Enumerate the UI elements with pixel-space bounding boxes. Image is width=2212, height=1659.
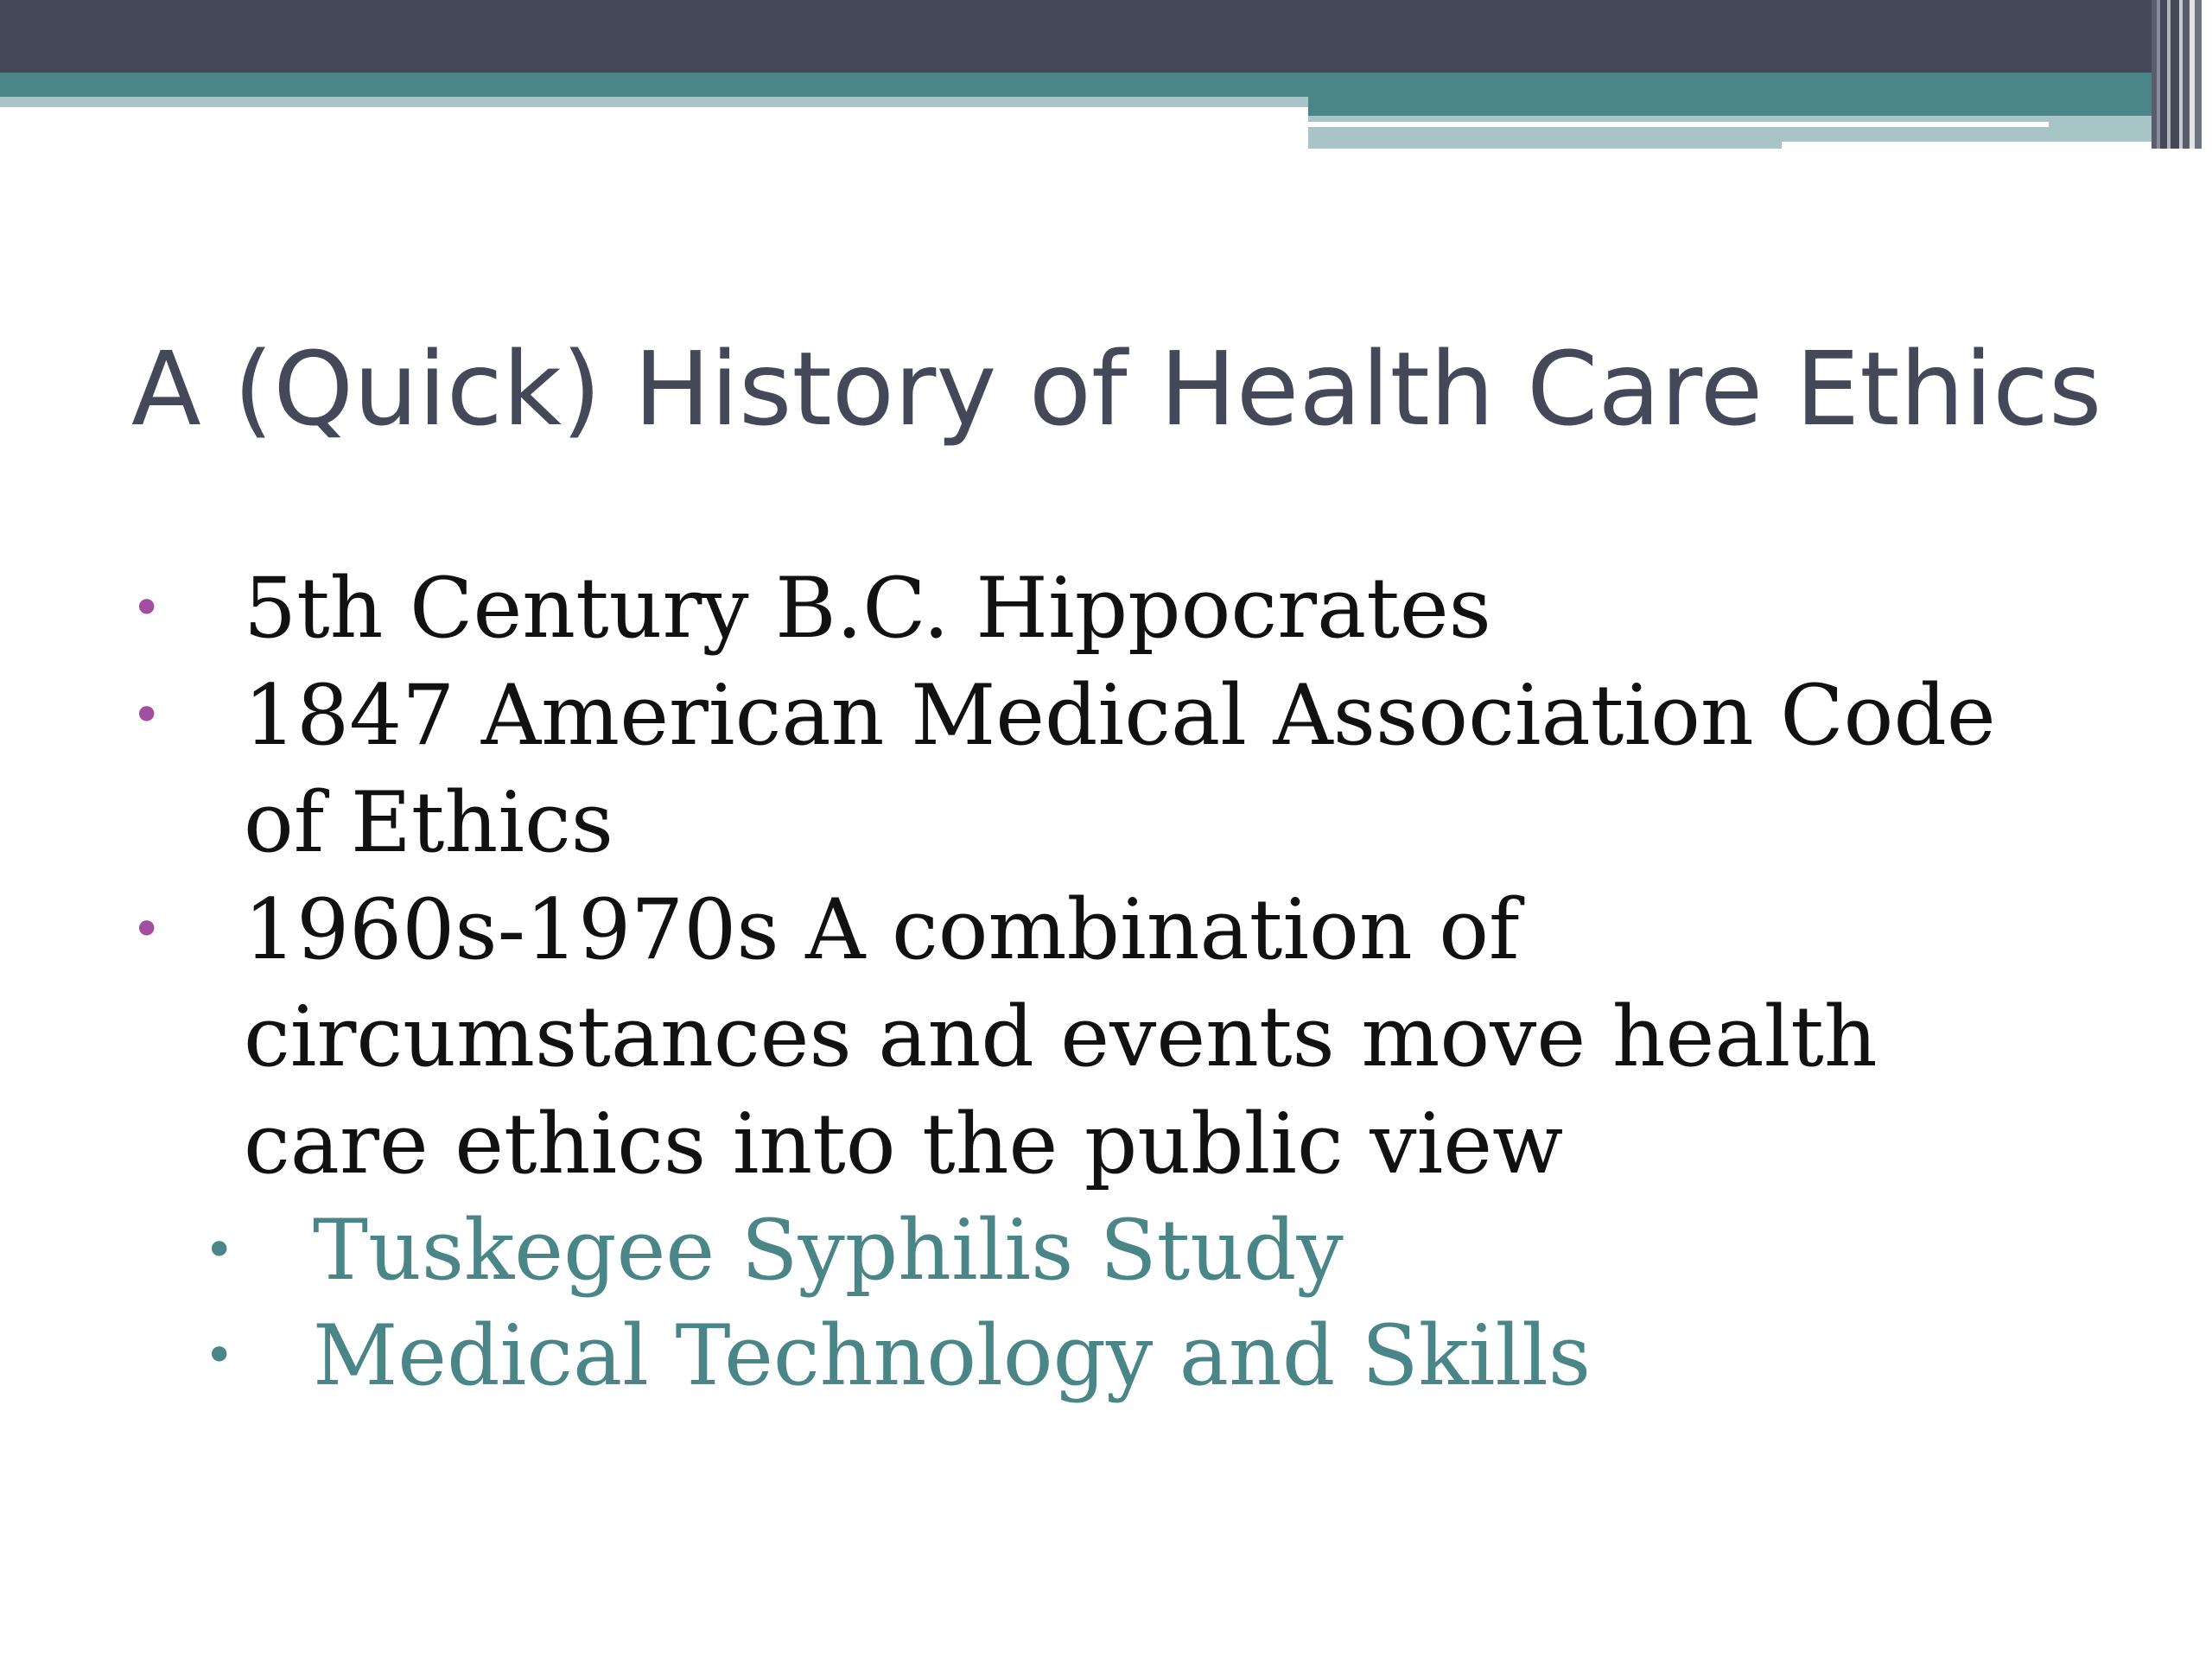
sub-list-item [0, 1198, 2041, 1303]
sub-list-item-text: Tuskegee Syphilis Study [313, 1202, 1344, 1299]
list-item [0, 662, 2041, 876]
list-item-text: 5th Century B.C. Hippocrates [244, 560, 1491, 657]
header-corner-stripes [2152, 0, 2212, 149]
bullet-dot-icon: • [204, 1220, 235, 1281]
bullet-dot-icon: • [204, 1325, 235, 1386]
header-teal-band [0, 73, 2212, 97]
header-right-white-line [1308, 122, 2049, 127]
bullet-dot-icon: • [131, 578, 162, 639]
list-item-text: 1847 American Medical Association Code of Ethics [244, 667, 1996, 871]
header-light-band [0, 97, 1308, 107]
sub-list-item-text: Medical Technology and Skills [313, 1307, 1592, 1404]
bullet-dot-icon: • [131, 899, 162, 960]
slide-title: A (Quick) History of Health Care Ethics [131, 329, 2102, 448]
list-item-text: 1960s-1970s A combination of circumstances and events move health care ethics into the public view [244, 881, 1878, 1192]
header-right-white-line-lower [1782, 142, 2212, 149]
sub-list-item [0, 1303, 2041, 1408]
bullet-list [0, 555, 2212, 1408]
bullet-dot-icon: • [131, 685, 162, 746]
list-item [0, 555, 2041, 662]
header-dark-band [0, 0, 2212, 73]
list-item [0, 876, 2041, 1198]
header-right-teal-band [1308, 97, 2212, 116]
